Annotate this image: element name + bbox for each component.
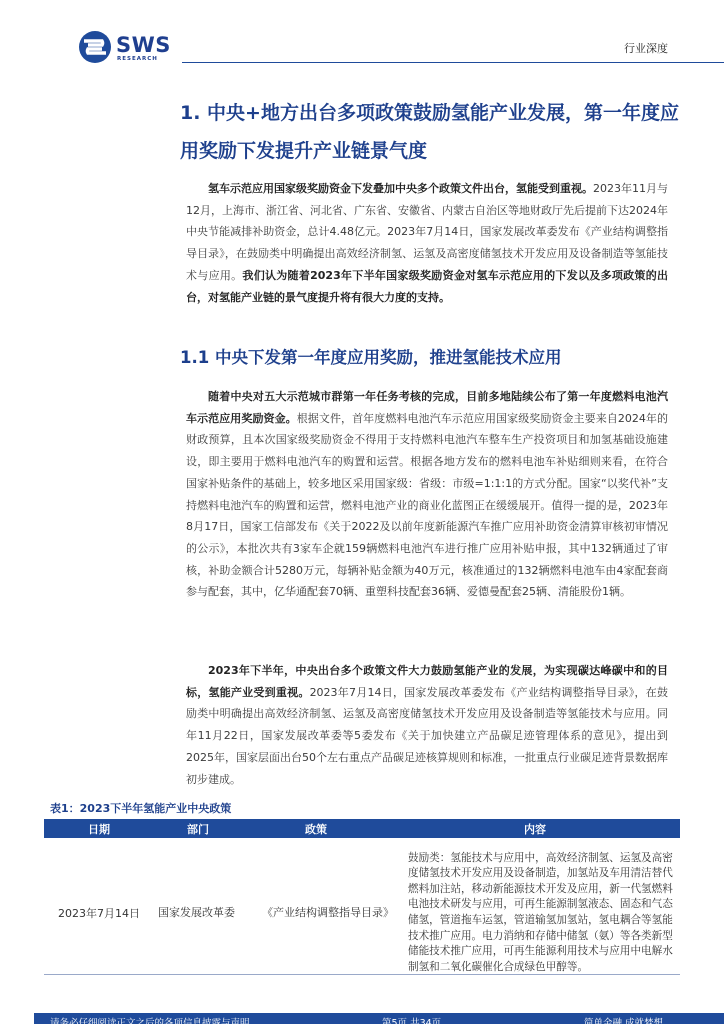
header-content: 内容 [390, 819, 680, 838]
paragraph-2 [186, 386, 668, 603]
paragraph-3-body: 2023年7月14日，国家发展改革委发布《产业结构调整指导目录》，在鼓励类中明确提出高效经济制氢、运氢及高密度储氢技术开发应用及设备制造等氢能技术与应用。同年11月22日，国家发展改革委等5委发布《关于加快建立产品碳足迹管理体系的意见》，提出到2025年，国家层面出台50个左右重点产品碳足迹核算规则和标准，一批重点行业碳足迹背景数据库初步建成。 [186, 685, 669, 786]
logo-subtext: RESEARCH [117, 56, 158, 62]
section-1-1-title: 1.1 中央下发第一年度应用奖励，推进氢能技术应用 [180, 348, 562, 367]
cell-content: 鼓励类：氢能技术与应用中，高效经济制氢、运氢及高密度储氢技术开发应用及设备制造，加氢站及车用清洁替代燃料加注站，移动新能源技术开发及应用，新一代氢燃料电池技术研发与应用，可再生能源制氢液态、固态和气态储氢，管道拖车运氢，管道输氢加氢站，氢电耦合等氢能技术推广应用。电力消纳和存储中储氢（氨）等各类新型储能技术推广应用，可再生能源利用技术与应用中电解水制氢和二氧化碳催化合成绿色甲醇等。 [408, 851, 673, 973]
cell-policy: 《产业结构调整指导目录》 [262, 906, 394, 919]
paragraph-3-lead: 2023年下半年，中央出台多个政策文件大力鼓励氢能产业的发展，为实现碳达峰碳中和的目标，氢能产业受到重视。 [186, 664, 668, 699]
table-header-row [44, 819, 680, 838]
paragraph-1 [186, 178, 668, 308]
header-divider [182, 62, 724, 63]
logo-text: SWS [116, 33, 171, 57]
paragraph-1-conclusion: 我们认为随着2023年下半年国家级奖励资金对氢车示范应用的下发以及多项政策的出台，对氢能产业链的景气度提升将有很大力度的支持。 [186, 268, 668, 304]
footer-disclaimer: 请务必仔细阅读正文之后的各项信息披露与声明 [50, 1018, 250, 1029]
report-category: 行业深度 [624, 42, 668, 55]
table-row [44, 838, 680, 988]
paragraph-2-lead: 随着中央对五大示范城市群第一年任务考核的完成，目前多地陆续公布了第一年度燃料电池汽车示范应用奖励资金。 [186, 390, 668, 425]
sws-logo [78, 30, 198, 70]
header-dept: 部门 [154, 819, 242, 838]
policy-table [44, 819, 680, 988]
paragraph-1-lead: 氢车示范应用国家级奖励资金下发叠加中央多个政策文件出台，氢能受到重视。 [208, 182, 593, 195]
cell-dept: 国家发展改革委 [158, 906, 235, 919]
table-title: 表1：2023下半年氢能产业中央政策 [50, 802, 232, 815]
paragraph-1-body: 2023年11月与12月，上海市、浙江省、河北省、广东省、安徽省、内蒙古自治区等地财政厅先后提前下达2024年中央节能减排补助资金，总计4.48亿元。2023年7月14日，国家发展改革委发布《产业结构调整指导目录》，在鼓励类中明确提出高效经济制氢、运氢及高密度储氢技术开发应用及设备制造等氢能技术与应用。 [186, 182, 668, 282]
header-policy: 政策 [242, 819, 390, 838]
table-bottom-rule [44, 974, 680, 975]
paragraph-3 [186, 660, 668, 790]
paragraph-2-body: 根据文件，首年度燃料电池汽车示范应用国家级奖励资金主要来自2024年的财政预算，且本次国家级奖励资金不得用于支持燃料电池汽车整车生产投资项目和加氢基础设施建设，即主要用于燃料电池汽车的购置和运营。根据各地方发布的燃料电池车补贴细则来看，在符合国家补贴条件的基础上，较多地区采用国家级：省级：市级=1:1:1的方式分配。国家“以奖代补”支持燃料电池汽车的购置和运营，燃料电池产业的商业化蓝图正在缓缓展开。值得一提的是，2023年8月17日，国家工信部发布《关于2022及以前年度新能源汽车推广应用补助资金清算审核初审情况的公示》，本批次共有3家车企就159辆燃料电池汽车进行推广应用补贴申报，其中132辆通过了审核，补助金额合计5280万元，每辆补贴金额为40万元，核准通过的132辆燃料电池车由4家配套商参与配套，其中，亿华通配套70辆、重塑科技配套36辆、爱德曼配套25辆、清能股份1辆。 [186, 411, 668, 599]
header-date: 日期 [44, 819, 154, 838]
section-1-title: 1. 中央+地方出台多项政策鼓励氢能产业发展，第一年度应用奖励下发提升产业链景气度 [180, 102, 679, 162]
footer-page-number: 第5页 共34页 [382, 1018, 442, 1029]
cell-date: 2023年7月14日 [58, 907, 140, 920]
sws-logo-icon [78, 30, 112, 64]
footer-slogan: 简单金融 成就梦想 [584, 1018, 664, 1029]
